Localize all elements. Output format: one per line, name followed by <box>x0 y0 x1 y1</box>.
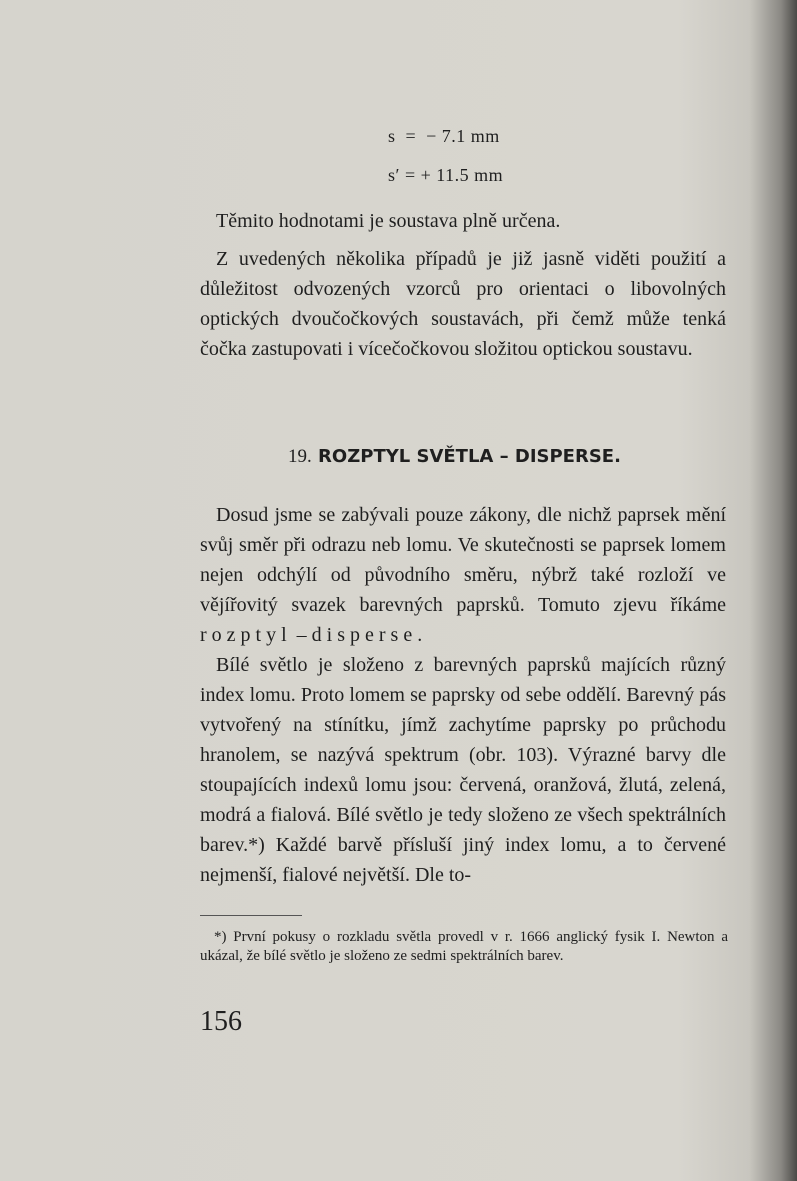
term-disperse: disperse. <box>311 624 428 646</box>
section-title: ROZPTYL SVĚTLA – DISPERSE. <box>318 446 621 467</box>
page-number: 156 <box>200 1006 242 1037</box>
footnote-text: *) První pokusy o rozkladu světla provedl v r. 1666 anglický fysik I. Newton a ukázal, že bílé světlo je složeno ze sedmi spektrálních barev. <box>200 929 728 964</box>
intro-paragraph: Z uvedených několika případů je již jasně viděti použití a důležitost odvozených vzorců pro orientaci o libovolných optických dvoučočkových soustavách, při čemž může tenká čočka zastupovati i vícečočkovou složitou optickou soustavu. <box>200 248 726 360</box>
footnote <box>200 928 728 966</box>
section-number: 19. <box>288 446 312 467</box>
dispersion-paragraph: Dosud jsme se zabývali pouze zákony, dle nichž paprsek mění svůj směr při odrazu neb lomu. Ve skutečnosti se paprsek lomem nejen odchýlí od původního směru, nýbrž také rozloží ve vějířovitý svazek barevných paprsků. Tomuto zjevu říkáme rozptyl – disperse. <box>200 504 726 646</box>
term-dash: – <box>296 624 307 646</box>
book-page: s = − 7.1 mm s′ = + 11.5 mm Těmito hodnotami je soustava plně určena. Z uvedených několika případů je již jasně viděti použití a důležitost odvozených vzorců pro orientaci o libovolných optických dvoučočkových soustavách, při čemž může tenká čočka zastupovati i vícečočkovou složitou optickou soustavu. 19. ROZPTYL SVĚTLA – DISPERSE. Dosud jsme se zabývali pouze zákony, dle nichž paprsek mění svůj směr při odrazu neb lomu. Ve skutečnosti se paprsek lomem nejen odchýlí od původního směru, nýbrž také rozloží ve vějířovitý svazek barevných paprsků. Tomuto zjevu říkáme rozptyl – disperse. Bílé světlo je složeno z barevných paprsků majících různý index lomu. Proto lomem se paprsky od sebe oddělí. Barevný pás vytvořený na stínítku, jímž zachytíme paprsky po průchodu hranolem, se nazývá spektrum (obr. 103). Výrazné barvy dle stoupajících indexů lomu jsou: červená, oranžová, žlutá, zelená, modrá a fialová. Bílé světlo je tedy složeno ze všech spektrálních barev.*) Každé barvě přísluší jiný index lomu, a to červené nejmenší, fialové největší. Dle to- *) První pokusy o rozkladu světla provedl v r. 1666 anglický fysik I. Newton a ukázal, že bílé světlo je složeno ze sedmi spektrálních barev. 156 <box>0 0 797 1181</box>
white-light-paragraph: Bílé světlo je složeno z barevných paprsků majících různý index lomu. Proto lomem se paprsky od sebe oddělí. Barevný pás vytvořený na stínítku, jímž zachytíme paprsky po průchodu hranolem, se nazývá spektrum (obr. 103). Výrazné barvy dle stoupajících indexů lomu jsou: červená, oranžová, žlutá, zelená, modrá a fialová. Bílé světlo je tedy složeno ze všech spektrálních barev.*) Každé barvě přísluší jiný index lomu, a to červené nejmenší, fialové největší. Dle to- <box>200 654 726 886</box>
body-text <box>200 500 726 890</box>
intro-text <box>200 206 726 364</box>
footnote-rule <box>200 915 302 916</box>
intro-sentence: Těmito hodnotami je soustava plně určena. <box>216 210 561 232</box>
term-rozptyl: rozptyl <box>200 624 292 646</box>
